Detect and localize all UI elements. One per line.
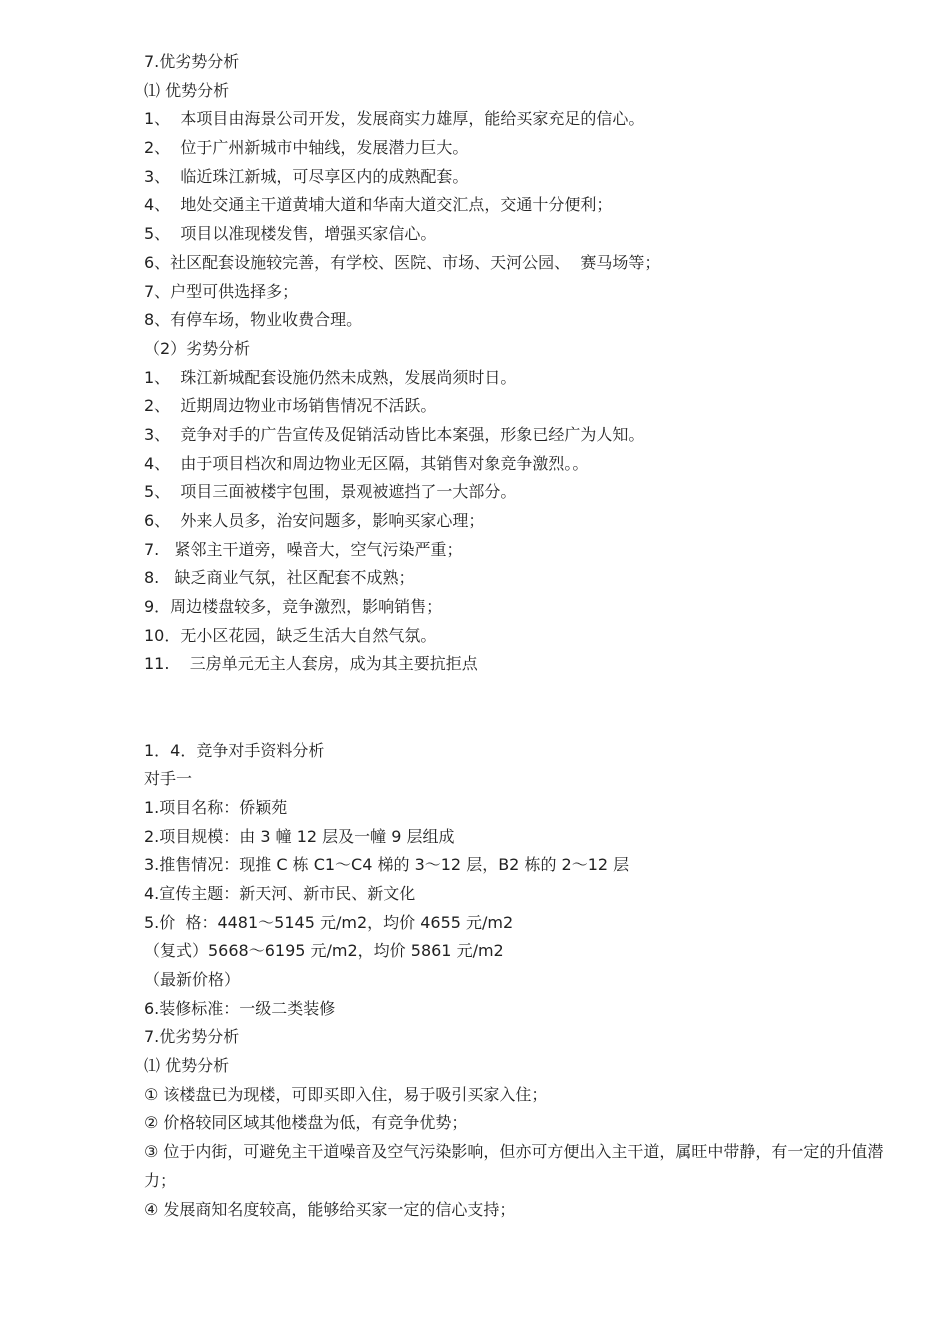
section-heading: 1．4．竞争对手资料分析 — [144, 740, 325, 760]
list-item: 11. 三房单元无主人套房，成为其主要抗拒点 — [144, 654, 478, 674]
list-item: 3、 竞争对手的广告宣传及促销活动皆比本案强，形象已经广为人知。 — [144, 424, 645, 444]
list-item: 10．无小区花园，缺乏生活大自然气氛。 — [144, 625, 437, 645]
info-item: 5.价 格：4481～5145 元/m2，均价 4655 元/m2 — [144, 912, 514, 932]
list-item: ④ 发展商知名度较高，能够给买家一定的信心支持； — [144, 1199, 516, 1219]
info-item: 2.项目规模：由 3 幢 12 层及一幢 9 层组成 — [144, 826, 455, 846]
list-item: ③ 位于内街，可避免主干道噪音及空气污染影响，但亦可方便出入主干道，属旺中带静，有一定的升值潜力； — [144, 1142, 884, 1190]
list-item: 8、有停车场，物业收费合理。 — [144, 310, 363, 330]
list-item: 3、 临近珠江新城，可尽享区内的成熟配套。 — [144, 166, 469, 186]
info-item: 4.宣传主题：新天河、新市民、新文化 — [144, 883, 416, 903]
list-item: 7、户型可供选择多； — [144, 281, 299, 301]
strengths-title: ⑴ 优势分析 — [144, 80, 230, 100]
analysis-heading: 7.优劣势分析 — [144, 1027, 240, 1047]
list-item: 8. 缺乏商业气氛，社区配套不成熟； — [144, 568, 415, 588]
info-item: 6.装修标准：一级二类装修 — [144, 998, 336, 1018]
list-item: 6、社区配套设施较完善，有学校、医院、市场、天河公园、 赛马场等； — [144, 252, 661, 272]
list-item: 7. 紧邻主干道旁，噪音大，空气污染严重； — [144, 539, 463, 559]
list-item: 1、 本项目由海景公司开发，发展商实力雄厚，能给买家充足的信心。 — [144, 109, 645, 129]
list-item: 2、 近期周边物业市场销售情况不活跃。 — [144, 396, 437, 416]
list-item: ② 价格较同区域其他楼盘为低，有竞争优势； — [144, 1113, 468, 1133]
list-item: 2、 位于广州新城市中轴线，发展潜力巨大。 — [144, 138, 469, 158]
document-page — [144, 48, 904, 1224]
list-item: 4、 地处交通主干道黄埔大道和华南大道交汇点，交通十分便利； — [144, 195, 613, 215]
list-item: 1、 珠江新城配套设施仍然未成熟，发展尚须时日。 — [144, 367, 517, 387]
info-item: 3.推售情况：现推 C 栋 C1～C4 梯的 3～12 层，B2 栋的 2～12 层 — [144, 855, 630, 875]
paragraph-spacer — [144, 679, 904, 736]
list-item: 5、 项目三面被楼宇包围，景观被遮挡了一大部分。 — [144, 482, 517, 502]
strengths-title: ⑴ 优势分析 — [144, 1056, 230, 1076]
list-item: 6、 外来人员多，治安问题多，影响买家心理； — [144, 511, 485, 530]
list-item: 4、 由于项目档次和周边物业无区隔，其销售对象竞争激烈。。 — [144, 453, 589, 473]
list-item: 5、 项目以准现楼发售，增强买家信心。 — [144, 224, 437, 244]
weaknesses-title: （2）劣势分析 — [144, 338, 251, 358]
section-heading: 7.优劣势分析 — [144, 52, 240, 71]
list-item: 9．周边楼盘较多，竞争激烈，影响销售； — [144, 597, 443, 617]
info-item: 1.项目名称：侨颖苑 — [144, 797, 288, 817]
info-item: （复式）5668～6195 元/m2，均价 5861 元/m2 — [144, 941, 504, 961]
list-item: ① 该楼盘已为现楼，可即买即入住，易于吸引买家入住； — [144, 1084, 548, 1104]
competitor-title: 对手一 — [144, 769, 193, 789]
info-item: （最新价格） — [144, 970, 241, 990]
